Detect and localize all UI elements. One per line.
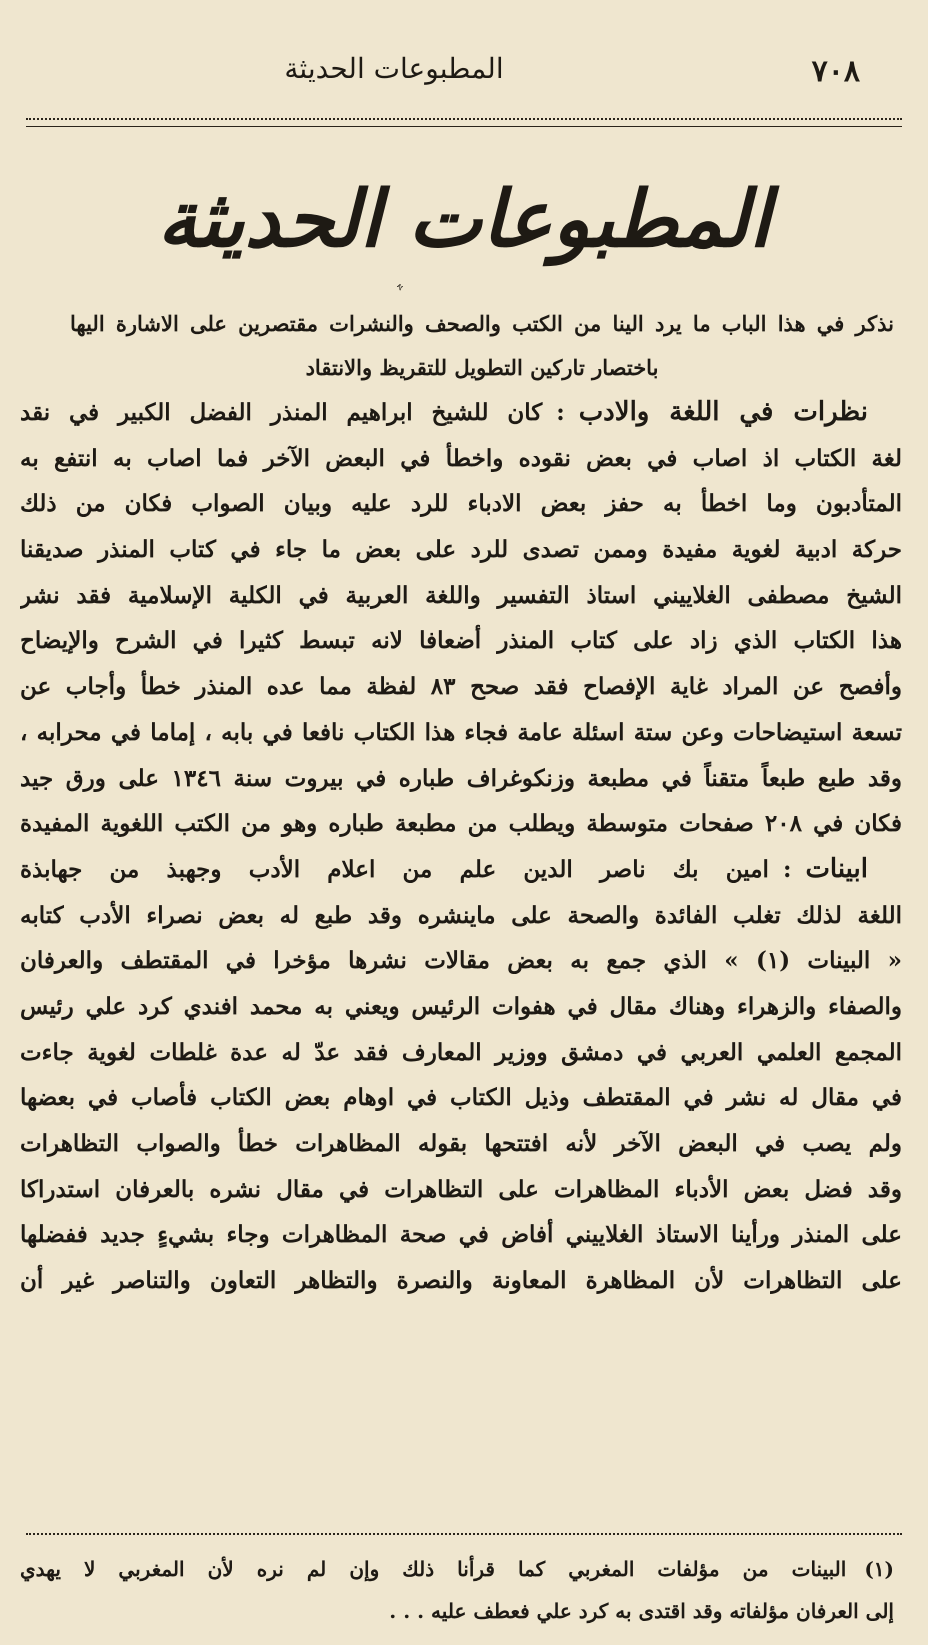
- footnote-text: البينات من مؤلفات المغربي كما قرأنا ذلك وإن لم نره لأن المغربي لا يهدي: [20, 1557, 847, 1581]
- text-line: وأفصح عن المراد غاية الإفصاح فقد صحح ٨٣ لفظة مما عده المنذر خطأ وأجاب عن: [20, 673, 902, 701]
- text-line: تسعة استيضاحات وعن ستة اسئلة عامة فجاء هذا الكتاب نافعا في بابه ، إماما في محرابه ،: [20, 718, 902, 746]
- article-heading: نظرات في اللغة والادب: [578, 397, 869, 427]
- text-line: وقد فضل بعض الأدباء المظاهرات على التظاهرات في مقال نشره بالعرفان استدراكا: [20, 1175, 902, 1203]
- text-line: حركة ادبية لغوية مفيدة وممن تصدى للرد على بعض ما جاء في كتاب المنذر صديقنا: [20, 536, 902, 564]
- header-rule: [26, 118, 902, 127]
- footnote-mark: (١): [864, 1557, 894, 1581]
- text-line: كان للشيخ ابراهيم المنذر الفضل الكبير في نقد: [20, 399, 543, 426]
- text-line: فكان في ٢٠٨ صفحات متوسطة ويطلب من مطبعة طباره وهو من الكتب اللغوية المفيدة: [20, 810, 902, 838]
- text-line: على التظاهرات لأن المظاهرة المعاونة والنصرة والتظاهر التعاون والتناصر غير أن: [20, 1267, 902, 1295]
- text-line: المتأدبون وما اخطأ به حفز بعض الادباء للرد عليه وبيان الصواب فكان من ذلك: [20, 490, 902, 518]
- text-line: والصفاء والزهراء وهناك مقال في هفوات الرئيس ويعني به محمد افندي كرد علي رئيس: [20, 992, 902, 1020]
- text-line: لغة الكتاب اذ اصاب في بعض نقوده واخطأ في البعض الآخر فما اصاب به انتفع به: [20, 444, 902, 472]
- ornament-icon: ﮩ: [397, 272, 403, 291]
- text-line: المجمع العلمي العربي في دمشق ووزير المعارف فقد عدّ له عدة غلطات لغوية جاءت: [20, 1038, 902, 1066]
- text-line: على المنذر ورأينا الاستاذ الغلاييني أفاض في صحة المظاهرات وجاء بشيءٍ جديد ففضلها: [20, 1221, 902, 1249]
- article-heading: ابينات: [805, 853, 868, 884]
- text-line: اللغة لذلك تغلب الفائدة والصحة على ماينشره وقد طبع له بعض نصراء الأدب كتابه: [20, 901, 902, 929]
- text-line: امين بك ناصر الدين علم من اعلام الأدب وجهبذ من جهابذة: [20, 855, 769, 883]
- footnote: [20, 1548, 894, 1632]
- heading-colon: :: [782, 855, 792, 883]
- article-heading-line: [20, 847, 902, 893]
- running-title: المطبوعات الحديثة: [284, 52, 504, 85]
- page-number: ٧٠٨: [811, 54, 860, 89]
- text-line: ولم يصب في البعض الآخر لأنه افتتحها بقوله المظاهرات خطأ والصواب التظاهرات: [20, 1130, 902, 1157]
- text-line: في مقال له نشر في المقتطف وذيل الكتاب في اوهام بعض الكتاب فأصاب في بعضها: [20, 1084, 902, 1112]
- page-header: [26, 40, 902, 96]
- section-title: المطبوعات الحديثة: [157, 174, 771, 265]
- article-body: [20, 390, 902, 1304]
- text-line: وقد طبع طبعاً متقناً في مطبعة وزنكوغراف طباره في بيروت سنة ١٣٤٦ على ورق جيد: [20, 764, 902, 792]
- article-heading-line: [20, 390, 902, 436]
- section-intro: نذكر في هذا الباب ما يرد الينا من الكتب والصحف والنشرات مقتصرين على الاشارة اليها باختصار تاركين التطويل للتقريظ والانتقاد: [70, 311, 894, 380]
- heading-colon: :: [556, 399, 565, 426]
- text-line: هذا الكتاب الذي زاد على كتاب المنذر أضعافا لانه تبسط كثيرا في الشرح والإيضاح: [20, 627, 902, 655]
- text-line: « البينات (١) » الذي جمع به بعض مقالات نشرها مؤخرا في المقتطف والعرفان: [20, 947, 902, 975]
- footnote-line: إلى العرفان مؤلفاته وقد اقتدى به كرد علي فعطف عليه . . .: [389, 1599, 894, 1623]
- footnote-line: [20, 1548, 894, 1590]
- text-line: الشيخ مصطفى الغلاييني استاذ التفسير واللغة العربية في الكلية الإسلامية فقد نشر: [20, 581, 902, 609]
- footnote-rule: [26, 1533, 902, 1535]
